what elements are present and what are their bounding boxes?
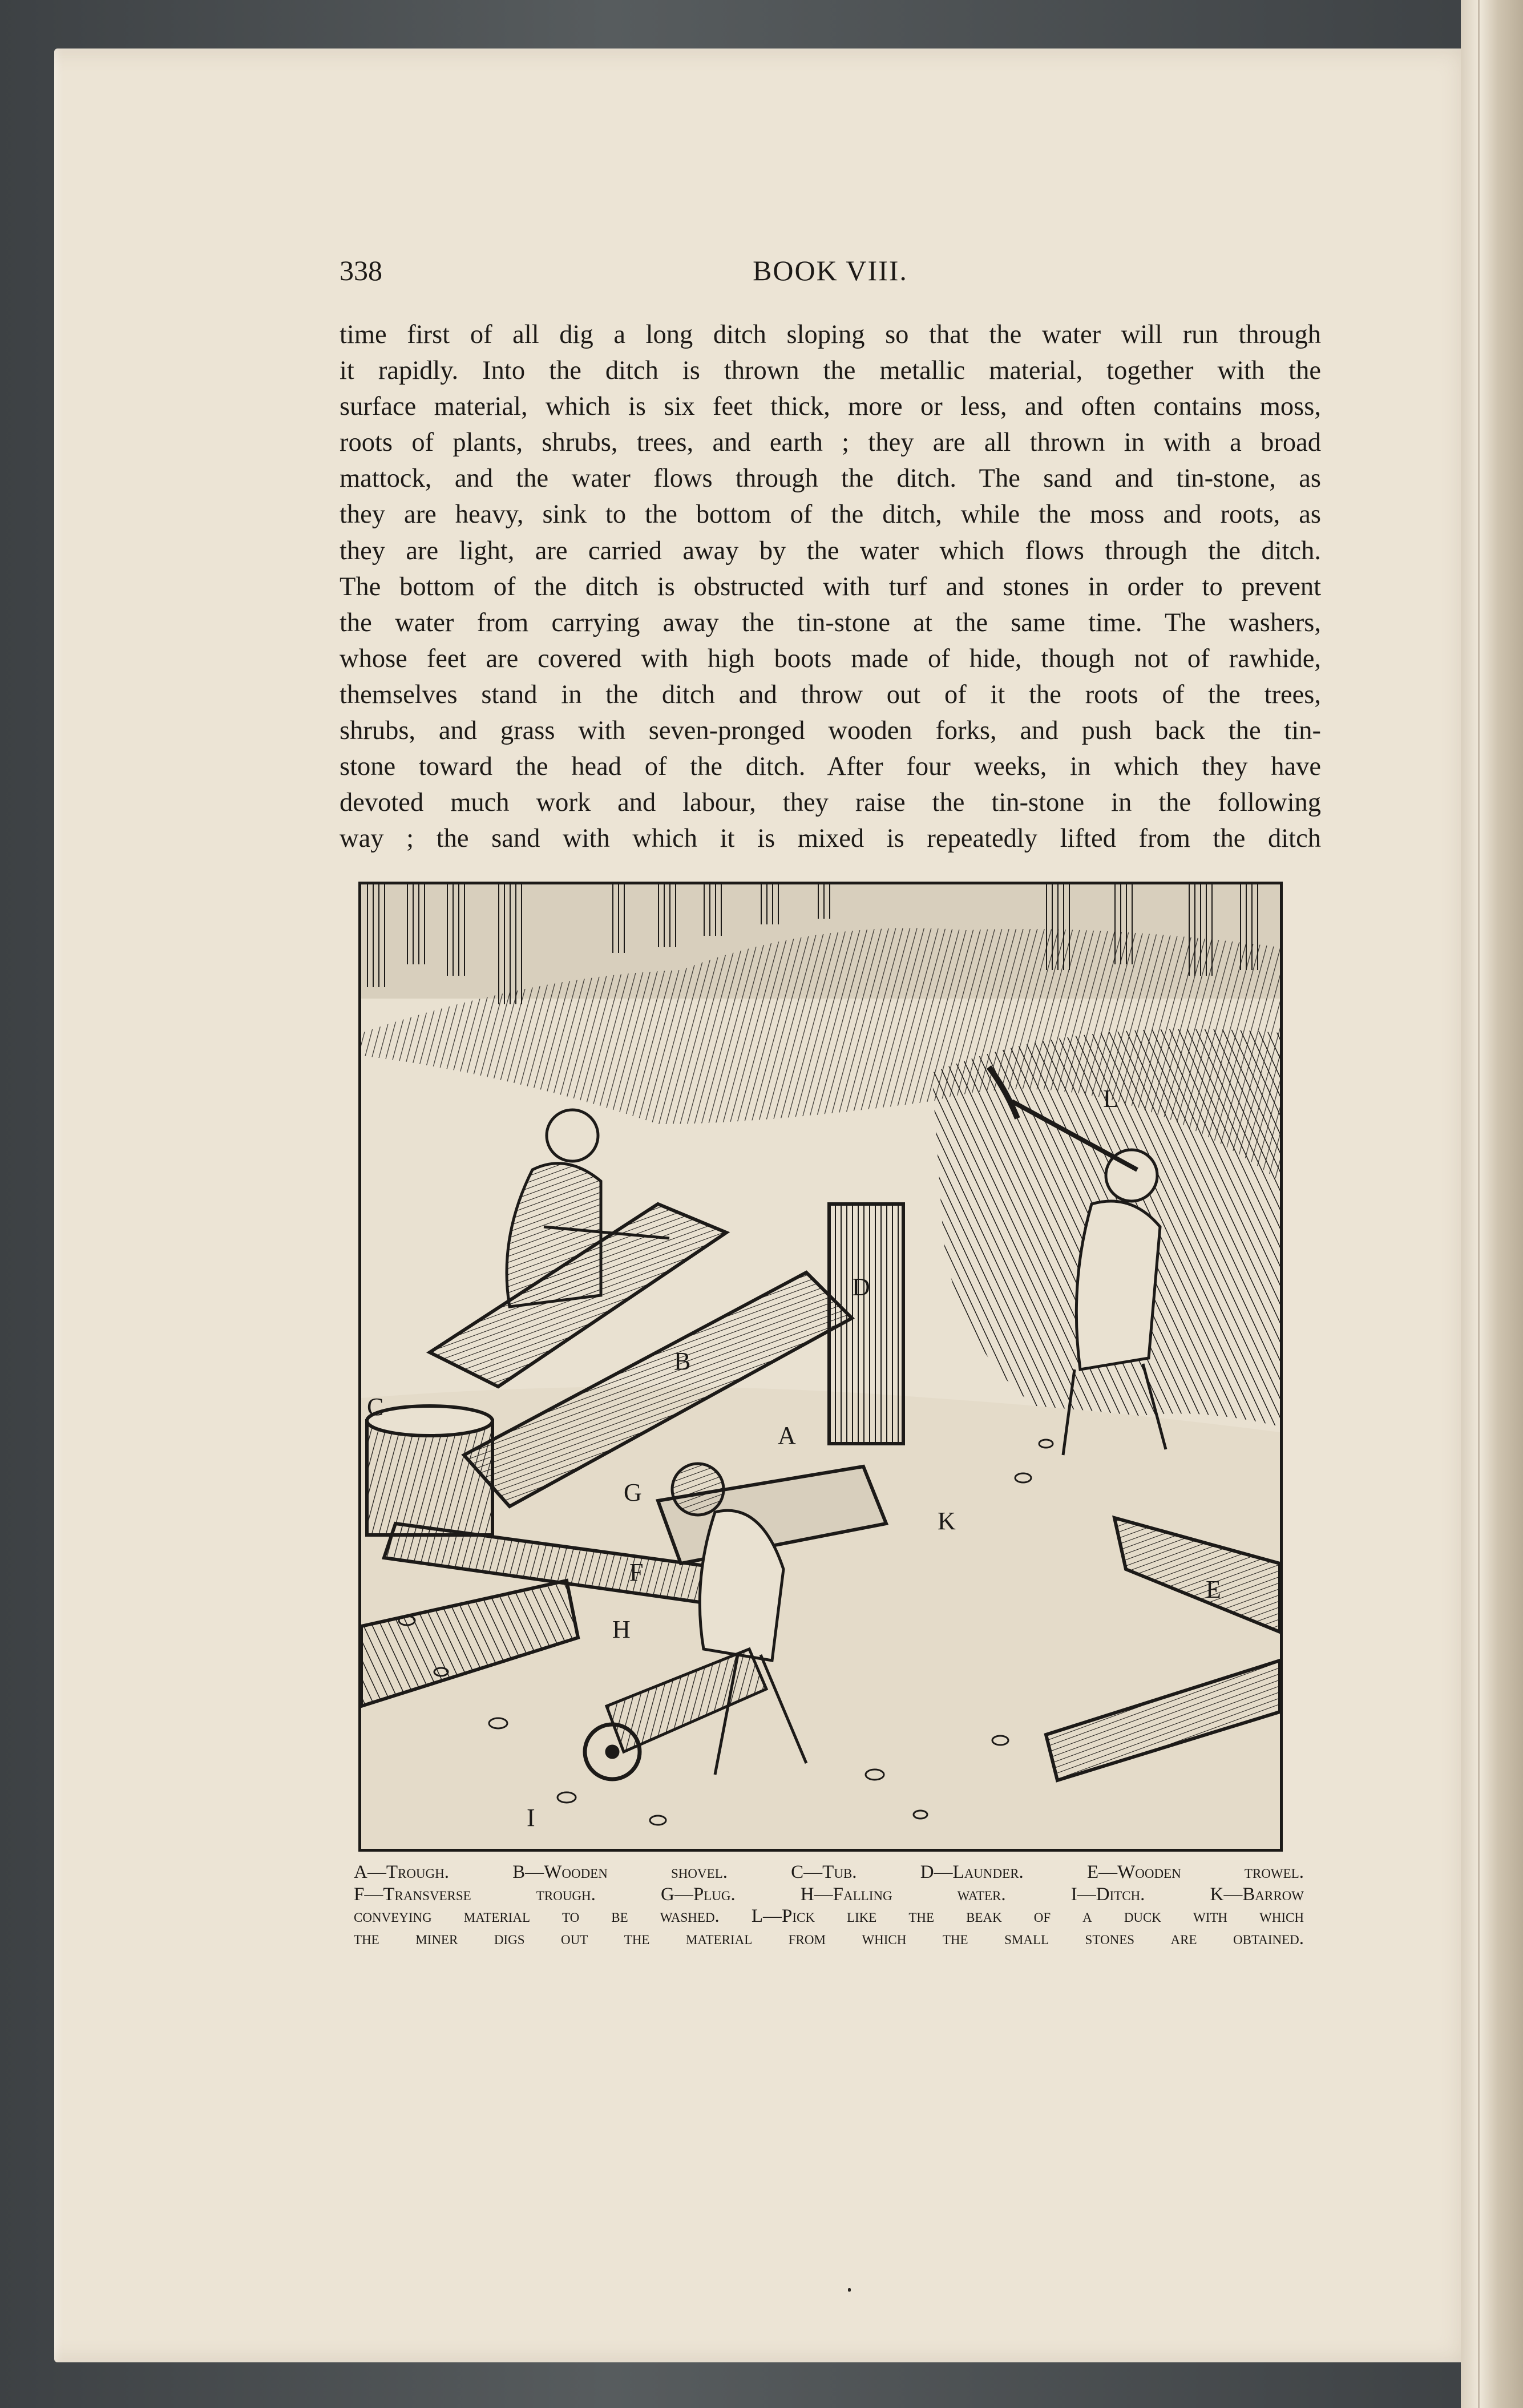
body-text [340,317,1321,856]
figure-label: G [624,1478,642,1506]
text-line: roots of plants, shrubs, trees, and earth ; they are all thrown in with a broad [340,428,1321,458]
figure-label: K [938,1507,956,1535]
caption-line: the miner digs out the material from which the small stones are obtained. [354,1928,1304,1949]
figure-label: F [629,1558,644,1586]
caption-line: A—Trough. B—Wooden shovel. C—Tub. D—Launder. E—Wooden trowel. [354,1862,1304,1882]
text-line: surface material, which is six feet thick, more or less, and often contains moss, [340,392,1321,422]
figure-label: I [527,1804,535,1832]
woodcut-illustration [358,882,1283,1852]
page-number: 338 [340,254,382,286]
text-line: way ; the sand with which it is mixed is repeatedly lifted from the ditch [340,824,1321,854]
figure-label: E [1206,1575,1221,1603]
page-header [340,254,1321,294]
text-line: it rapidly. Into the ditch is thrown the metallic material, together with the [340,356,1321,386]
text-line: stone toward the head of the ditch. After four weeks, in which they have [340,752,1321,782]
text-line: they are light, are carried away by the water which flows through the ditch. [340,536,1321,565]
text-line: the water from carrying away the tin-stone at the same time. The washers, [340,608,1321,637]
figure-label: A [778,1421,796,1449]
next-page-edge [1461,0,1523,2408]
running-head: BOOK VIII. [753,254,908,286]
printer-mark [848,2288,851,2292]
text-line: they are heavy, sink to the bottom of the ditch, while the moss and roots, as [340,500,1321,530]
figure-caption [354,1861,1304,1949]
caption-line: F—Transverse trough. G—Plug. H—Falling water. I—Ditch. K—Barrow [354,1884,1304,1905]
figure-label: C [367,1393,384,1421]
text-line: shrubs, and grass with seven-pronged wooden forks, and push back the tin- [340,716,1321,746]
caption-line: conveying material to be washed. L—Pick like the beak of a duck with which [354,1906,1304,1926]
wash-tub [367,1406,492,1535]
text-line: The bottom of the ditch is obstructed with turf and stones in order to prevent [340,572,1321,601]
text-line: themselves stand in the ditch and throw out of it the roots of the trees, [340,680,1321,709]
text-line: mattock, and the water flows through the ditch. The sand and tin-stone, as [340,464,1321,494]
figure-label: L [1103,1085,1118,1113]
text-line: whose feet are covered with high boots made of hide, though not of rawhide, [340,644,1321,673]
figure-label: B [674,1347,691,1375]
text-line: devoted much work and labour, they raise the tin-stone in the following [340,788,1321,818]
figure-label: D [852,1273,870,1301]
figure-label: H [612,1615,631,1643]
text-line: time first of all dig a long ditch sloping so that the water will run through [340,320,1321,349]
